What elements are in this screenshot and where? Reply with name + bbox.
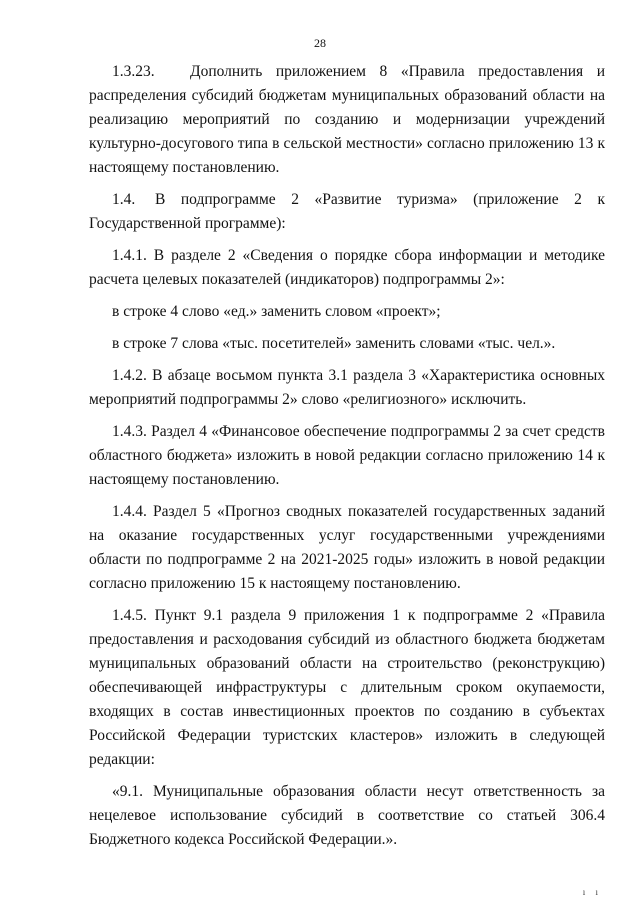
paragraph-row-4: в строке 4 слово «ед.» заменить словом «проект»; (112, 303, 441, 320)
paragraph-1-4-2: 1.4.2. В абзаце восьмом пункта 3.1 раздела 3 «Характеристика основных мероприятий подпрограммы 2» слово «религиозного» исключить. (89, 367, 605, 408)
clause-text: Дополнить приложением 8 «Правила предоставления и распределения субсидий бюджетам муниципальных образований области на реализацию мероприятий по созданию и модернизации учреждений культурно-досугового типа в сельской местности» согласно приложению 13 к настоящему постановлению. (89, 63, 605, 176)
paragraph-9-1-quote: «9.1. Муниципальные образования области несут ответственность за нецелевое использование субсидий в соответствие со статьей 306.4 Бюджетного кодекса Российской Федерации.». (89, 783, 605, 848)
paragraph-1-3-23 (89, 60, 605, 180)
page-number: 28 (314, 36, 326, 50)
clause-number: 1.4. (112, 191, 136, 208)
clause-text: В подпрограмме 2 «Развитие туризма» (приложение 2 к Государственной программе): (89, 191, 605, 232)
paragraph-1-4 (89, 188, 605, 236)
paragraph-1-4-4: 1.4.4. Раздел 5 «Прогноз сводных показателей государственных заданий на оказание государственных услуг государственными учреждениями области по подпрограмме 2 на 2021-2025 годы» изложить в новой редакции согласно приложению 15 к настоящему постановлению. (89, 503, 605, 592)
paragraph-1-4-1: 1.4.1. В разделе 2 «Сведения о порядке сбора информации и методике расчета целевых показателей (индикаторов) подпрограммы 2»: (89, 247, 605, 288)
paragraph-1-4-3: 1.4.3. Раздел 4 «Финансовое обеспечение подпрограммы 2 за счет средств областного бюджета» изложить в новой редакции согласно приложению 14 к настоящему постановлению. (89, 423, 605, 488)
clause-number: 1.3.23. (112, 63, 155, 80)
paragraph-1-4-5: 1.4.5. Пункт 9.1 раздела 9 приложения 1 к подпрограмме 2 «Правила предоставления и расходования субсидий из областного бюджета бюджетам муниципальных образований области на строительство (реконструкцию) обеспечивающей инфраструктуры с длительным сроком окупаемости, входящих в состав инвестиционных проектов по созданию в субъектах Российской Федерации туристских кластеров» изложить в следующей редакции: (89, 607, 605, 768)
footer-mark: ı ı (582, 887, 602, 897)
paragraph-row-7: в строке 7 слова «тыс. посетителей» заменить словами «тыс. чел.». (112, 335, 556, 352)
document-body (89, 60, 605, 860)
